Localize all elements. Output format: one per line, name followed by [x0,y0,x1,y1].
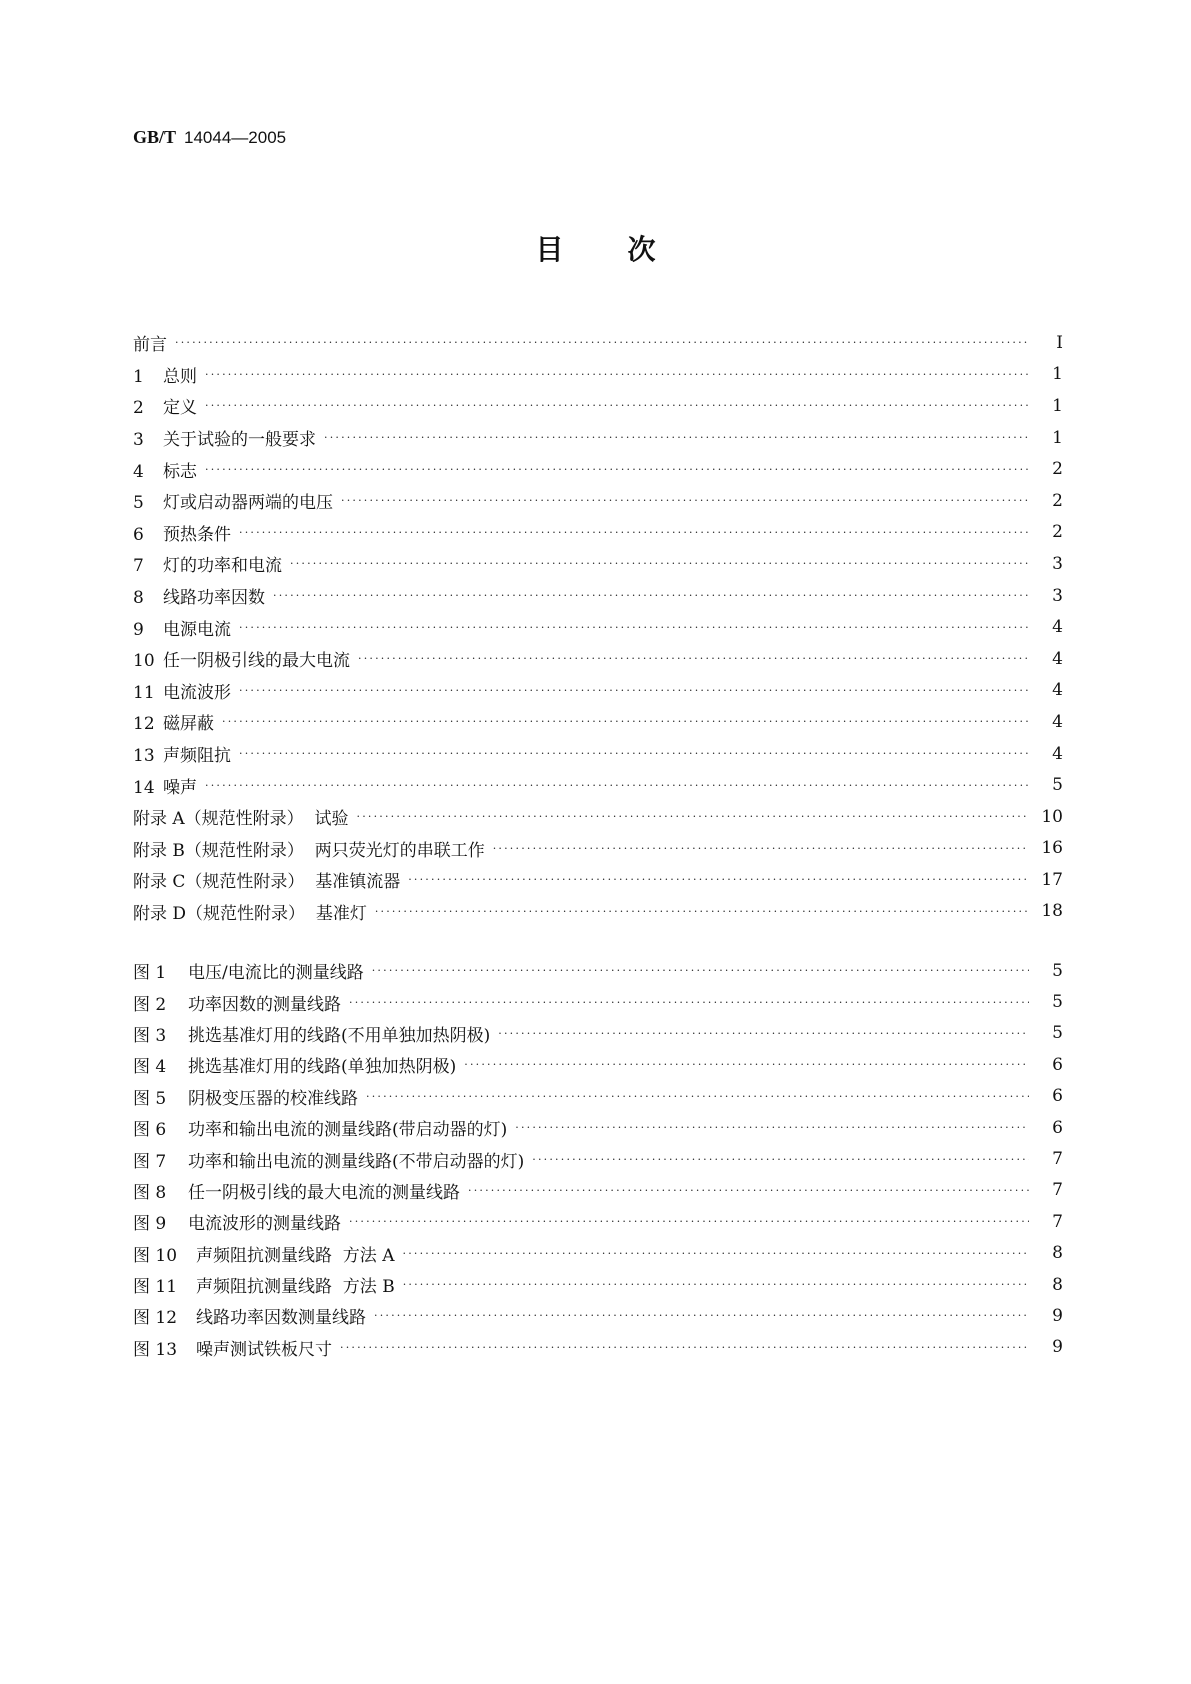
page-number: 6 [1052,1086,1063,1107]
entry-number: 13 [133,746,155,767]
entry-number: 8 [133,588,144,609]
dot-leader [366,1090,1029,1103]
figure-entry[interactable] [133,1143,1063,1174]
page-number: 1 [1052,395,1063,416]
entry-label [133,709,222,734]
entry-number: 图 9 [133,1214,167,1235]
figure-entry[interactable] [133,1238,1063,1269]
toc-entry[interactable] [133,675,1063,707]
page-number: 5 [1052,775,1063,796]
dot-leader [375,905,1029,918]
dot-leader [374,1309,1029,1322]
entry-title: 噪声 [163,777,197,798]
page-number: 3 [1052,553,1063,574]
dot-leader [357,810,1030,823]
entry-title: 电流波形 [163,682,231,703]
entry-label [133,425,324,450]
entry-title: 电流波形的测量线路 [188,1214,341,1235]
entry-title: 定义 [163,398,197,419]
list-of-figures [133,955,1063,1363]
entry-number: 图 8 [133,1182,167,1203]
entry-label [133,362,205,387]
entry-title: 功率和输出电流的测量线路(不带启动器的灯) [188,1151,525,1172]
entry-label [133,741,239,766]
page-number: 3 [1052,585,1063,606]
page-number: 1 [1052,364,1063,385]
figure-entry[interactable] [133,1206,1063,1237]
toc-entry[interactable] [133,453,1063,485]
entry-label [133,1052,464,1077]
entry-number: 5 [133,493,144,514]
toc-entry[interactable] [133,390,1063,422]
toc-entry[interactable] [133,548,1063,580]
entry-title: 预热条件 [163,524,231,545]
dot-leader [358,652,1029,665]
entry-title: 电压/电流比的测量线路 [188,963,364,984]
page-number: 17 [1041,869,1063,890]
figure-entry[interactable] [133,1269,1063,1300]
dot-leader [205,463,1029,476]
entry-label [133,393,205,418]
standard-code: 14044—2005 [184,128,287,147]
entry-label [133,836,493,861]
entry-title: 标志 [163,461,197,482]
dot-leader [408,873,1029,886]
figure-entry[interactable] [133,1300,1063,1331]
entry-label [133,583,273,608]
dot-leader [239,747,1029,760]
entry-number: 3 [133,430,144,451]
page-number: 2 [1052,522,1063,543]
entry-title: 总则 [163,366,197,387]
title-char: 次 [627,233,656,266]
toc-entry[interactable] [133,864,1063,896]
page-number: 16 [1041,838,1063,859]
figure-entry[interactable] [133,1049,1063,1080]
dot-leader [498,1027,1029,1040]
entry-number: 9 [133,619,144,640]
page-number: 5 [1052,960,1063,981]
entry-title: 噪声测试铁板尺寸 [196,1339,332,1360]
figure-entry[interactable] [133,1175,1063,1206]
dot-leader [222,715,1029,728]
toc-entry[interactable] [133,643,1063,675]
entry-number: 图 6 [133,1120,167,1141]
title-char: 目 [535,233,564,266]
figure-entry[interactable] [133,1112,1063,1143]
entry-label [133,1178,468,1203]
dot-leader [273,589,1029,602]
page-number: 9 [1052,1305,1063,1326]
entry-label [133,1272,403,1297]
page-number: 7 [1052,1149,1063,1170]
standard-prefix: GB/T [133,127,177,147]
entry-label [133,1084,366,1109]
entry-title: 任一阴极引线的最大电流的测量线路 [188,1182,460,1203]
entry-label [133,488,341,513]
entry-title: 挑选基准灯用的线路(单独加热阴极) [188,1057,457,1078]
entry-number: 图 12 [133,1308,178,1329]
entry-number: 2 [133,398,144,419]
entry-label [133,1241,403,1266]
toc-entry[interactable] [133,706,1063,738]
page-number: 4 [1052,617,1063,638]
toc-entry[interactable] [133,769,1063,801]
entry-label [133,330,175,355]
toc-entry[interactable] [133,611,1063,643]
entry-title: 关于试验的一般要求 [163,430,316,451]
entry-label [133,678,239,703]
page-title [0,228,1191,268]
entry-number: 图 5 [133,1088,167,1109]
entry-number: 11 [133,682,155,703]
dot-leader [349,1215,1029,1228]
entry-title: 附录 B（规范性附录） 两只荧光灯的串联工作 [133,840,485,861]
dot-leader [340,1341,1029,1354]
entry-title: 附录 D（规范性附录） 基准灯 [133,903,367,924]
entry-title: 灯或启动器两端的电压 [163,493,333,514]
figure-entry[interactable] [133,955,1063,986]
dot-leader [493,842,1029,855]
entry-label [133,551,290,576]
entry-label [133,867,408,892]
page-number: 6 [1052,1117,1063,1138]
entry-title: 线路功率因数 [163,588,265,609]
entry-title: 声频阻抗测量线路 方法 A [196,1245,395,1266]
entry-title: 声频阻抗测量线路 方法 B [196,1277,395,1298]
page-number: 1 [1052,427,1063,448]
entry-label [133,899,375,924]
dot-leader [239,684,1029,697]
toc-entry[interactable] [133,327,1063,359]
entry-number: 图 4 [133,1057,167,1078]
entry-title: 挑选基准灯用的线路(不用单独加热阴极) [188,1025,491,1046]
dot-leader [464,1058,1029,1071]
page-number: 5 [1052,992,1063,1013]
dot-leader [205,779,1029,792]
page-number: 9 [1052,1337,1063,1358]
dot-leader [372,964,1029,977]
entry-number: 1 [133,366,144,387]
page-number: 4 [1052,743,1063,764]
dot-leader [205,368,1029,381]
page-number: 6 [1052,1054,1063,1075]
entry-title: 前言 [133,335,167,356]
entry-title: 电源电流 [163,619,231,640]
dot-leader [175,336,1029,349]
entry-number: 图 7 [133,1151,167,1172]
page-number: 2 [1052,459,1063,480]
figure-entry[interactable] [133,1081,1063,1112]
figure-entry[interactable] [133,986,1063,1017]
dot-leader [239,621,1029,634]
entry-title: 磁屏蔽 [163,714,214,735]
entry-number: 图 3 [133,1025,167,1046]
entry-number: 图 10 [133,1245,178,1266]
dot-leader [341,494,1029,507]
toc-entry[interactable] [133,485,1063,517]
dot-leader [468,1184,1029,1197]
page-number: 4 [1052,711,1063,732]
page-number: 4 [1052,648,1063,669]
entry-number: 10 [133,651,155,672]
entry-title: 阴极变压器的校准线路 [188,1088,358,1109]
page-number: 4 [1052,680,1063,701]
entry-number: 图 11 [133,1277,178,1298]
dot-leader [515,1121,1029,1134]
entry-label [133,520,239,545]
table-of-contents [133,327,1063,927]
entry-label [133,804,357,829]
page-number: 8 [1052,1274,1063,1295]
entry-label [133,1021,498,1046]
dot-leader [324,431,1029,444]
dot-leader [239,526,1029,539]
entry-label [133,1115,515,1140]
entry-title: 声频阻抗 [163,746,231,767]
entry-label [133,1335,340,1360]
page-number: 7 [1052,1180,1063,1201]
entry-label [133,958,372,983]
toc-entry[interactable] [133,580,1063,612]
figure-entry[interactable] [133,1018,1063,1049]
entry-label [133,1303,374,1328]
entry-label [133,990,349,1015]
entry-label [133,646,358,671]
entry-label [133,773,205,798]
entry-label [133,1209,349,1234]
entry-number: 7 [133,556,144,577]
entry-number: 12 [133,714,155,735]
entry-number: 图 1 [133,963,167,984]
entry-title: 任一阴极引线的最大电流 [163,651,350,672]
page-number: 18 [1041,901,1063,922]
entry-title: 附录 A（规范性附录） 试验 [133,809,349,830]
toc-entry[interactable] [133,833,1063,865]
toc-entry[interactable] [133,801,1063,833]
entry-title: 功率因数的测量线路 [188,994,341,1015]
page-number: 2 [1052,490,1063,511]
page-number: 8 [1052,1243,1063,1264]
dot-leader [349,996,1029,1009]
page-number: 7 [1052,1211,1063,1232]
entry-number: 4 [133,461,144,482]
dot-leader [403,1247,1030,1260]
toc-entry[interactable] [133,422,1063,454]
entry-label [133,615,239,640]
entry-number: 14 [133,777,155,798]
dot-leader [205,399,1029,412]
page-number: 5 [1052,1023,1063,1044]
entry-number: 图 13 [133,1339,178,1360]
entry-title: 附录 C（规范性附录） 基准镇流器 [133,872,401,893]
toc-entry[interactable] [133,896,1063,928]
dot-leader [403,1278,1029,1291]
page-number: I [1056,332,1063,353]
entry-number: 图 2 [133,994,167,1015]
toc-entry[interactable] [133,359,1063,391]
entry-title: 功率和输出电流的测量线路(带启动器的灯) [188,1120,508,1141]
figure-entry[interactable] [133,1332,1063,1363]
entry-label [133,1147,532,1172]
entry-number: 6 [133,524,144,545]
page-number: 10 [1041,806,1063,827]
dot-leader [290,557,1029,570]
entry-title: 灯的功率和电流 [163,556,282,577]
toc-entry[interactable] [133,738,1063,770]
entry-label [133,457,205,482]
entry-title: 线路功率因数测量线路 [196,1308,366,1329]
toc-entry[interactable] [133,517,1063,549]
standard-number [133,127,286,148]
dot-leader [532,1153,1029,1166]
